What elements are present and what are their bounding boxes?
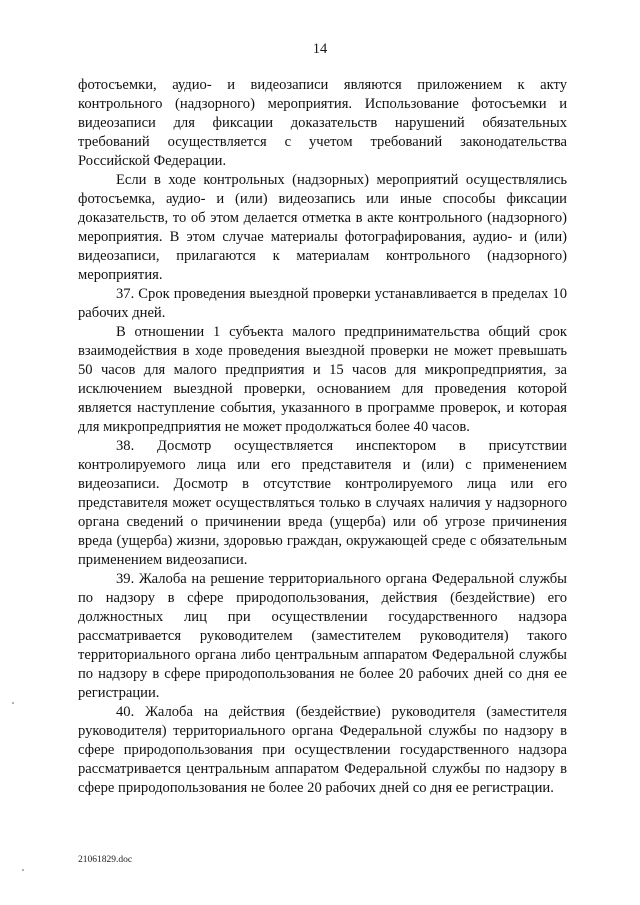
paragraph-continuation: фотосъемки, аудио- и видеозаписи являются приложением к акту контрольного (надзорного) мероприятия. Использование фотосъемки и видеозаписи для фиксации доказательств нарушений обязательных требований осуществляется с учетом требований законодательства Российской Федерации. [78,77,567,169]
paragraph-item-40: 40. Жалоба на действия (бездействие) руководителя (заместителя руководителя) территориального органа Федеральной службы по надзору в сфере природопользования при осуществлении государственного надзора рассматривается центральным аппаратом Федеральной службы по надзору в сфере природопользования не более 20 рабочих дней со дня ее регистрации. [78,704,567,796]
footer-filename: 21061829.doc [78,855,133,865]
paragraph-item-39: 39. Жалоба на решение территориального органа Федеральной службы по надзору в сфере природопользования, действия (бездействие) его должностных лиц при осуществлении государственного надзора рассматривается руководителем (заместителем руководителя) такого территориального органа либо центральным аппаратом Федеральной службы по надзору в сфере природопользования не более 20 рабочих дней со дня ее регистрации. [78,571,567,701]
paragraph-photo-video-recording: Если в ходе контрольных (надзорных) мероприятий осуществлялись фотосъемка, аудио- и (или) видеозапись или иные способы фиксации доказательств, то об этом делается отметка в акте контрольного (надзорного) мероприятия. В этом случае материалы фотографирования, аудио- и (или) видеозаписи, прилагаются к материалам контрольного (надзорного) мероприятия. [78,172,567,283]
document-body [78,76,567,798]
paragraph-small-business-term: В отношении 1 субъекта малого предпринимательства общий срок взаимодействия в ходе проведения выездной проверки не может превышать 50 часов для малого предприятия и 15 часов для микропредприятия, за исключением выездной проверки, основанием для проведения которой является наступление события, указанного в программе проверок, и которая для микропредприятия не может продолжаться более 40 часов. [78,324,567,435]
page-number: 14 [312,41,328,57]
scan-speck [22,869,24,871]
paragraph-item-38: 38. Досмотр осуществляется инспектором в присутствии контролируемого лица или его представителя и (или) с применением видеозаписи. Досмотр в отсутствие контролируемого лица или его представителя может осуществляться только в случаях наличия у надзорного органа сведений о причинении вреда (ущерба) или об угрозе причинения вреда (ущерба) жизни, здоровью граждан, окружающей среде с обязательным применением видеозаписи. [78,438,567,568]
scan-speck [12,702,14,704]
paragraph-item-37: 37. Срок проведения выездной проверки устанавливается в пределах 10 рабочих дней. [78,286,567,321]
